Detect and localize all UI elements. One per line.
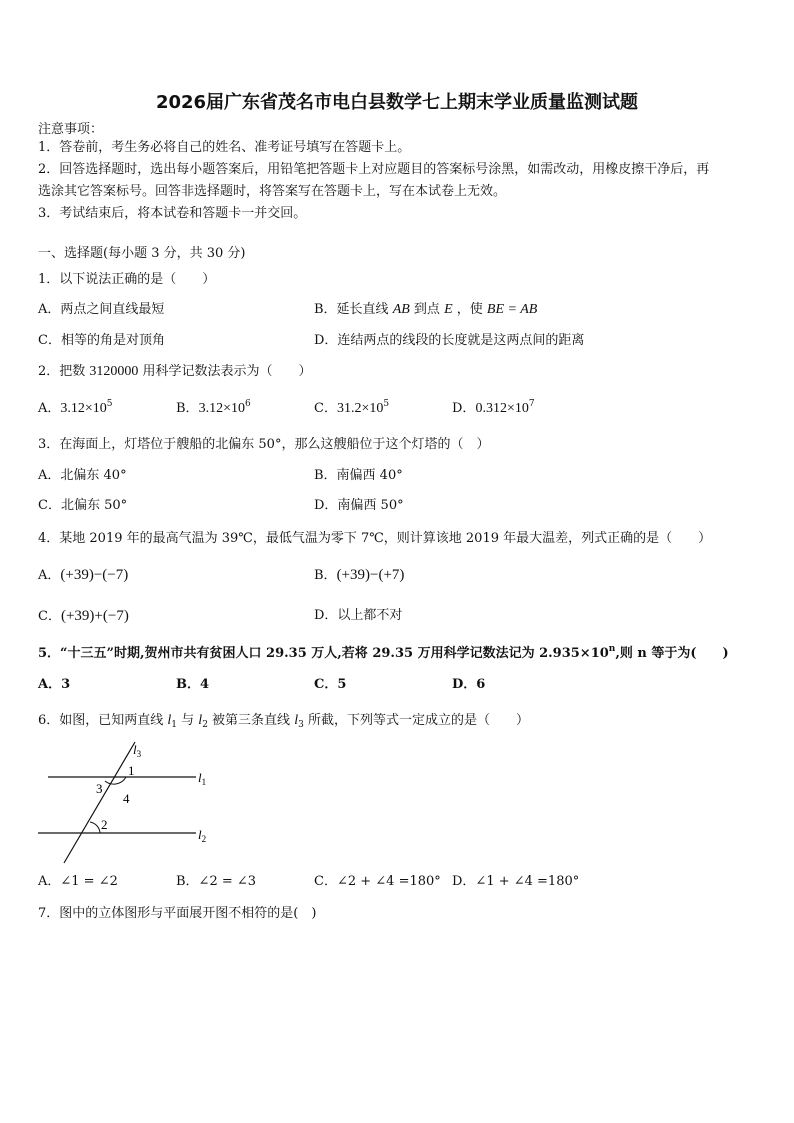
angle-label-3: 3 — [96, 781, 103, 796]
section-heading: 一、选择题(每小题 3 分，共 30 分) — [38, 246, 246, 261]
q4-option-a: A．(+39)−(−7) — [38, 567, 129, 583]
notice-item-2-cont: 选涂其它答案标号。回答非选择题时，将答案写在答题卡上，写在本试卷上无效。 — [38, 184, 507, 199]
notice-item-3: 3．考试结束后，将本试卷和答题卡一并交回。 — [38, 206, 307, 221]
q5-stem: 5．“十三五”时期,贺州市共有贫困人口 29.35 万人,若将 29.35 万用科学记数法记为 $2.935\times 10^n$,则 n 等于为( ) — [38, 644, 729, 661]
q2-option-d: D．$0.312\times 10^7$ — [452, 399, 535, 416]
q6-option-a: A．∠1 = ∠2 — [38, 874, 118, 889]
label-l3: $l_3$ — [133, 742, 142, 759]
q6-stem: 6．如图，已知两直线 $l_1$ 与 $l_2$ 被第三条直线 $l_3$ 所截，下列等式一定成立的是（ ） — [38, 713, 529, 730]
q6-figure — [30, 738, 230, 868]
label-l1: $l_1$ — [198, 770, 207, 787]
q3-option-c: C．北偏东 50° — [38, 498, 128, 513]
q6-option-d: D．∠1 + ∠4 =180° — [452, 874, 580, 889]
q6-option-c: C．∠2 + ∠4 =180° — [314, 874, 441, 889]
notice-heading: 注意事项： — [38, 122, 104, 137]
q5-option-a: A．3 — [38, 677, 71, 692]
notice-item-2: 2．回答选择题时，选出每小题答案后，用铅笔把答题卡上对应题目的答案标号涂黑，如需改动，用橡皮擦干净后，再 — [38, 162, 710, 177]
q1-option-c: C．相等的角是对顶角 — [38, 333, 165, 348]
label-l2: $l_2$ — [198, 827, 207, 844]
angle-arc-2 — [90, 822, 100, 833]
q1-option-b: B．延长直线 AB 到点 E ，使 BE = AB — [314, 302, 538, 317]
q7-stem: 7．图中的立体图形与平面展开图不相符的是( ) — [38, 906, 317, 921]
angle-label-4: 4 — [123, 791, 130, 806]
angle-label-2: 2 — [101, 817, 108, 832]
q4-option-b: B．(+39)−(+7) — [314, 567, 405, 583]
q5-option-d: D．6 — [452, 677, 486, 692]
q5-option-c: C．5 — [314, 677, 347, 692]
q2-option-c: C．$31.2\times 10^5$ — [314, 399, 390, 416]
q1-option-d: D．连结两点的线段的长度就是这两点间的距离 — [314, 333, 585, 348]
angle-arc-3-4 — [105, 777, 126, 784]
q1-stem: 1．以下说法正确的是（ ） — [38, 272, 216, 287]
q4-option-c: C．(+39)+(−7) — [38, 608, 129, 624]
q3-option-d: D．南偏西 50° — [314, 498, 404, 513]
q6-option-b: B．∠2 = ∠3 — [176, 874, 257, 889]
page-title: 2026届广东省茂名市电白县数学七上期末学业质量监测试题 — [155, 92, 639, 113]
angle-label-1: 1 — [128, 763, 135, 778]
q2-option-b: B．$3.12\times 10^6$ — [176, 399, 251, 416]
q1-option-a: A．两点之间直线最短 — [38, 302, 165, 317]
q2-option-a: A．$3.12\times 10^5$ — [38, 399, 113, 416]
notice-item-1: 1．答卷前，考生务必将自己的姓名、准考证号填写在答题卡上。 — [38, 140, 411, 155]
q4-stem: 4．某地 2019 年的最高气温为 39℃，最低气温为零下 7℃，则计算该地 2019 年最大温差，列式正确的是（ ） — [38, 531, 712, 546]
q4-option-d: D．以上都不对 — [314, 608, 403, 623]
q3-option-a: A．北偏东 40° — [38, 468, 127, 483]
q2-stem: 2．把数 3120000 用科学记数法表示为（ ） — [38, 364, 312, 379]
q5-option-b: B．4 — [176, 677, 210, 692]
q3-option-b: B．南偏西 40° — [314, 468, 403, 483]
q3-stem: 3．在海面上，灯塔位于艘船的北偏东 50°，那么这艘船位于这个灯塔的（ ） — [38, 437, 490, 452]
